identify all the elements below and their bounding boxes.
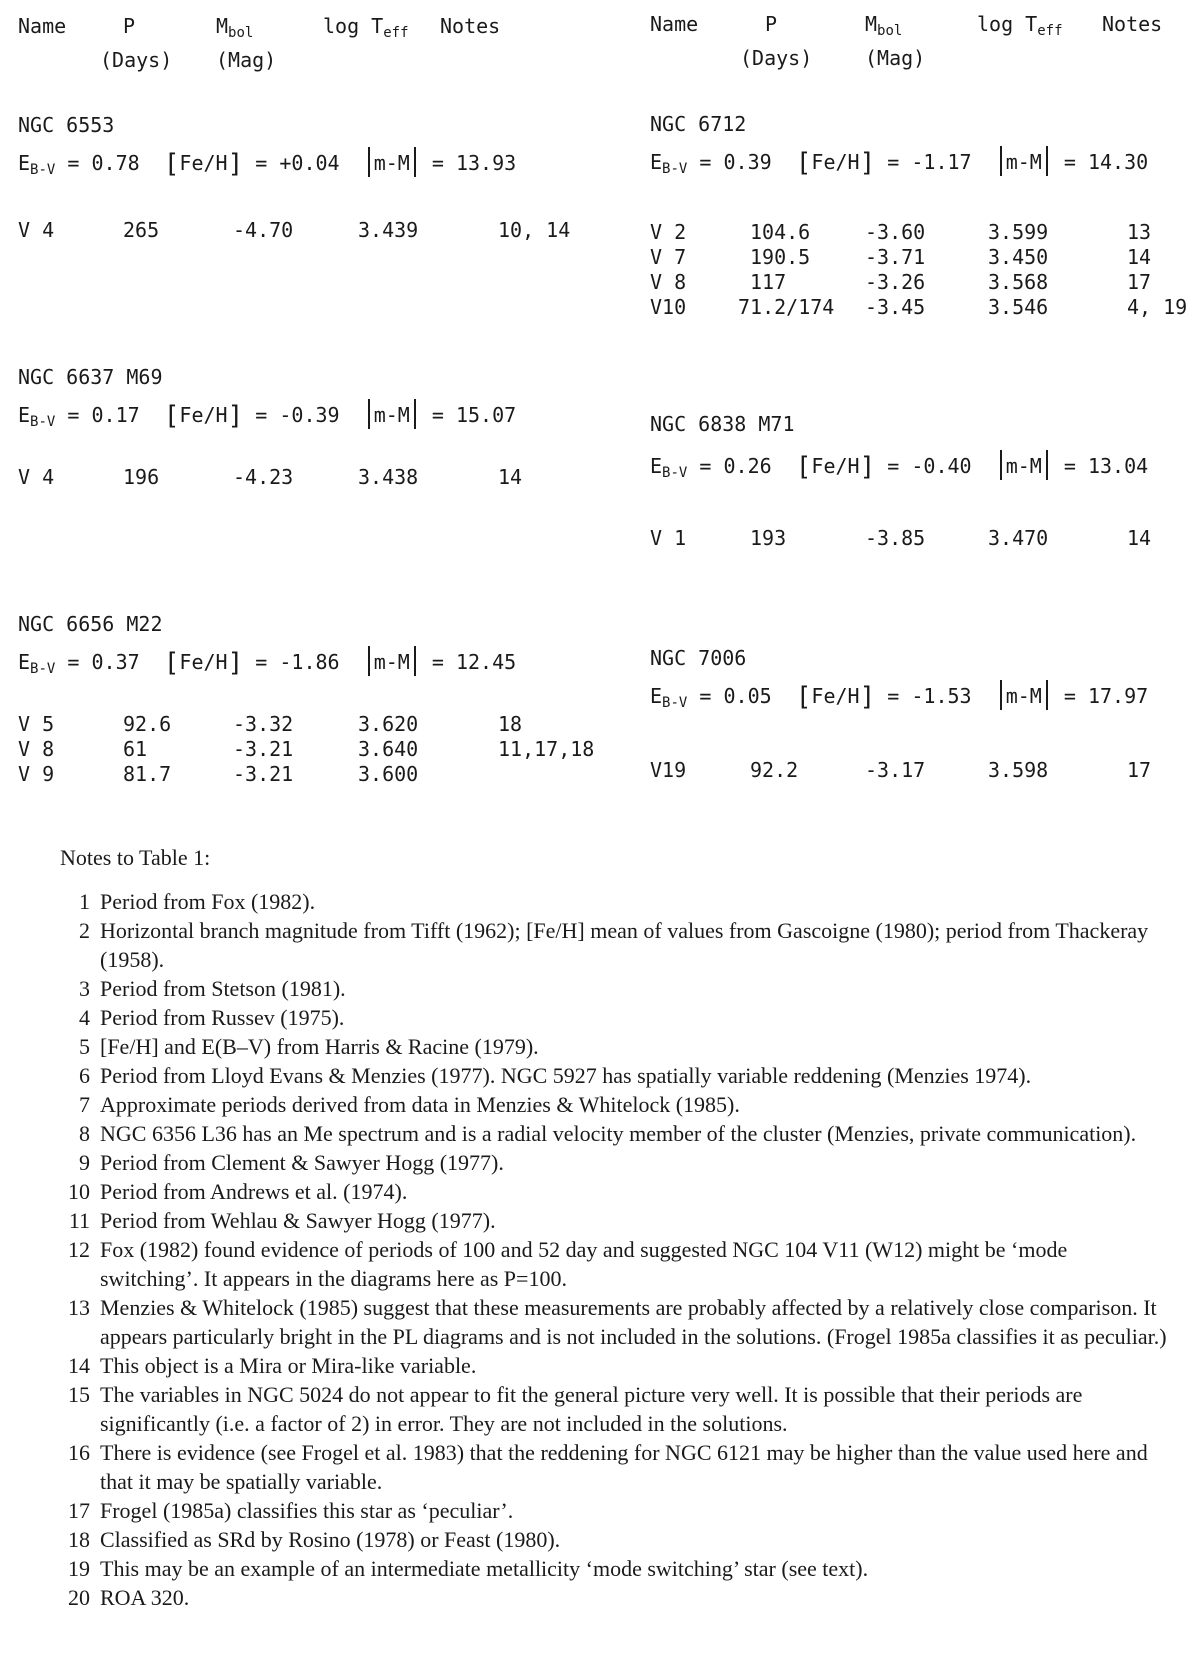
note-item — [60, 974, 1170, 1003]
note-item — [60, 1525, 1170, 1554]
note-text: Period from Andrews et al. (1974). — [100, 1179, 408, 1204]
feh-value: +0.04 — [279, 151, 340, 175]
note-item — [60, 1554, 1170, 1583]
distance-modulus-value: 13.93 — [455, 151, 517, 175]
note-text: Approximate periods derived from data in Menzies & Whitelock (1985). — [100, 1092, 740, 1117]
table-row: V19 92.2 -3.17 3.598 17 — [650, 758, 1152, 782]
star-rows — [650, 758, 1200, 783]
note-text: ROA 320. — [100, 1585, 190, 1610]
header-notes: Notes — [1102, 12, 1163, 36]
note-item — [60, 1206, 1170, 1235]
header-mbol-unit: (Mag) — [865, 46, 926, 70]
note-text: Period from Stetson (1981). — [100, 976, 346, 1001]
note-text: Fox (1982) found evidence of periods of 100 and 52 day and suggested NGC 104 V11 (W12) might be ‘mode switching’. It appears in the diagrams here as P=100. — [100, 1237, 1068, 1291]
header-logteff: $\log T_{eff}$ — [977, 12, 1063, 39]
table-row: V 7 190.5 -3.71 3.450 14 — [650, 245, 1152, 269]
cluster-name: NGC 7006 — [650, 646, 747, 670]
feh-value: -0.40 — [911, 454, 972, 478]
note-number: 9 — [79, 1150, 90, 1175]
note-item — [60, 1293, 1170, 1351]
note-text: Period from Wehlau & Sawyer Hogg (1977). — [100, 1208, 496, 1233]
table-row: V 8 61 -3.21 3.640 11,17,18 — [18, 737, 595, 761]
note-text: Period from Fox (1982). — [100, 889, 316, 914]
ebv-value: 0.17 — [91, 403, 140, 427]
header-logteff: $\log T_{eff}$ — [323, 14, 409, 41]
feh-value: -1.86 — [279, 650, 340, 674]
ebv-value: 0.78 — [91, 151, 140, 175]
note-item — [60, 1003, 1170, 1032]
cluster-name: NGC 6637 M69 — [18, 365, 163, 389]
note-number: 17 — [68, 1498, 90, 1523]
notes-list — [60, 887, 1170, 1612]
header-period-unit: (Days) — [740, 46, 813, 70]
table-row: V 2 104.6 -3.60 3.599 13 — [650, 220, 1152, 244]
note-number: 2 — [79, 918, 90, 943]
note-item — [60, 1235, 1170, 1293]
note-item — [60, 1061, 1170, 1090]
ebv-value: 0.26 — [723, 454, 772, 478]
note-number: 13 — [68, 1295, 90, 1320]
cluster-params: EB-V = 0.26 [Fe/H] = -0.40 m-M = 13.04 — [650, 452, 1149, 482]
note-item — [60, 1380, 1170, 1438]
note-number: 6 — [79, 1063, 90, 1088]
note-text: There is evidence (see Frogel et al. 1983) that the reddening for NGC 6121 may be higher than the value used here and that it may be spatially variable. — [100, 1440, 1148, 1494]
note-number: 12 — [68, 1237, 90, 1262]
cluster-name: NGC 6838 M71 — [650, 412, 795, 436]
note-number: 19 — [68, 1556, 90, 1581]
note-number: 10 — [68, 1179, 90, 1204]
note-number: 1 — [79, 889, 90, 914]
note-number: 7 — [79, 1092, 90, 1117]
note-number: 3 — [79, 976, 90, 1001]
note-item — [60, 1351, 1170, 1380]
cluster-name: NGC 6712 — [650, 112, 747, 136]
table-row: V 9 81.7 -3.21 3.600 — [18, 762, 419, 786]
feh-value: -0.39 — [279, 403, 340, 427]
header-name: Name — [18, 14, 67, 38]
header-mbol: $M_{bol}$ — [865, 12, 903, 39]
cluster-name: NGC 6656 M22 — [18, 612, 163, 636]
notes-title: Notes to Table 1: — [60, 845, 211, 870]
note-item — [60, 1090, 1170, 1119]
note-text: This object is a Mira or Mira-like variable. — [100, 1353, 477, 1378]
table-row: V 5 92.6 -3.32 3.620 18 — [18, 712, 523, 736]
star-rows — [18, 218, 608, 243]
note-item — [60, 1148, 1170, 1177]
table-row: V10 71.2/174 -3.45 3.546 4, 19 — [650, 295, 1188, 319]
star-rows — [18, 465, 608, 490]
note-number: 5 — [79, 1034, 90, 1059]
note-number: 4 — [79, 1005, 90, 1030]
note-number: 18 — [68, 1527, 90, 1552]
header-period: P — [123, 14, 136, 38]
note-item — [60, 887, 1170, 916]
note-number: 11 — [68, 1208, 90, 1233]
table-row: V 4 265 -4.70 3.439 10, 14 — [18, 218, 571, 242]
cluster-params: EB-V = 0.17 [Fe/H] = -0.39 m-M = 15.07 — [18, 401, 517, 431]
note-text: Period from Clement & Sawyer Hogg (1977). — [100, 1150, 504, 1175]
note-item — [60, 1177, 1170, 1206]
note-item — [60, 916, 1170, 974]
distance-modulus-value: 17.97 — [1087, 684, 1149, 708]
notes-section — [60, 845, 1170, 1612]
note-item — [60, 1032, 1170, 1061]
distance-modulus-value: 12.45 — [455, 650, 517, 674]
note-text: [Fe/H] and E(B–V) from Harris & Racine (1979). — [100, 1034, 539, 1059]
note-text: Menzies & Whitelock (1985) suggest that these measurements are probably affected by a relatively close comparison. It appears particularly bright in the PL diagrams and is not included in the solutions. (Frogel 1985a classifies it as peculiar.) — [100, 1295, 1167, 1349]
note-text: Frogel (1985a) classifies this star as ‘peculiar’. — [100, 1498, 514, 1523]
note-text: NGC 6356 L36 has an Me spectrum and is a radial velocity member of the cluster (Menzies, private communication). — [100, 1121, 1137, 1146]
header-period-unit: (Days) — [100, 48, 173, 72]
note-number: 15 — [68, 1382, 90, 1407]
note-item — [60, 1496, 1170, 1525]
note-text: Period from Lloyd Evans & Menzies (1977). NGC 5927 has spatially variable reddening (Menzies 1974). — [100, 1063, 1032, 1088]
column-header — [650, 12, 1200, 82]
note-number: 8 — [79, 1121, 90, 1146]
cluster-params: EB-V = 0.78 [Fe/H] = +0.04 m-M = 13.93 — [18, 149, 517, 179]
header-mbol-unit: (Mag) — [216, 48, 277, 72]
left-table-column — [18, 0, 608, 820]
ebv-value: 0.39 — [723, 150, 772, 174]
table-row: V 4 196 -4.23 3.438 14 — [18, 465, 523, 489]
cluster-params: EB-V = 0.39 [Fe/H] = -1.17 m-M = 14.30 — [650, 148, 1149, 178]
note-number: 20 — [68, 1585, 90, 1610]
table-row: V 1 193 -3.85 3.470 14 — [650, 526, 1152, 550]
ebv-value: 0.05 — [723, 684, 772, 708]
note-text: Horizontal branch magnitude from Tifft (1962); [Fe/H] mean of values from Gascoigne (1980); period from Thackeray (1958). — [100, 918, 1149, 972]
note-text: Period from Russev (1975). — [100, 1005, 345, 1030]
distance-modulus-value: 14.30 — [1087, 150, 1149, 174]
star-rows — [18, 712, 608, 787]
note-text: The variables in NGC 5024 do not appear to fit the general picture very well. It is possible that their periods are significantly (i.e. a factor of 2) in error. They are not included in the solutions. — [100, 1382, 1083, 1436]
distance-modulus-value: 13.04 — [1087, 454, 1149, 478]
feh-value: -1.53 — [911, 684, 972, 708]
ebv-value: 0.37 — [91, 650, 140, 674]
feh-value: -1.17 — [911, 150, 972, 174]
right-table-column — [650, 0, 1200, 820]
note-item — [60, 1583, 1170, 1612]
note-text: Classified as SRd by Rosino (1978) or Feast (1980). — [100, 1527, 561, 1552]
note-number: 16 — [68, 1440, 90, 1465]
column-header — [18, 14, 608, 84]
cluster-params: EB-V = 0.37 [Fe/H] = -1.86 m-M = 12.45 — [18, 648, 517, 678]
cluster-name: NGC 6553 — [18, 113, 115, 137]
note-item — [60, 1119, 1170, 1148]
header-notes: Notes — [440, 14, 501, 38]
note-number: 14 — [68, 1353, 90, 1378]
distance-modulus-value: 15.07 — [455, 403, 517, 427]
header-name: Name — [650, 12, 699, 36]
cluster-params: EB-V = 0.05 [Fe/H] = -1.53 m-M = 17.97 — [650, 682, 1149, 712]
star-rows — [650, 526, 1200, 551]
note-item — [60, 1438, 1170, 1496]
table-row: V 8 117 -3.26 3.568 17 — [650, 270, 1152, 294]
header-period: P — [765, 12, 778, 36]
star-rows — [650, 220, 1200, 320]
header-mbol: $M_{bol}$ — [216, 14, 254, 41]
note-text: This may be an example of an intermediate metallicity ‘mode switching’ star (see text). — [100, 1556, 869, 1581]
